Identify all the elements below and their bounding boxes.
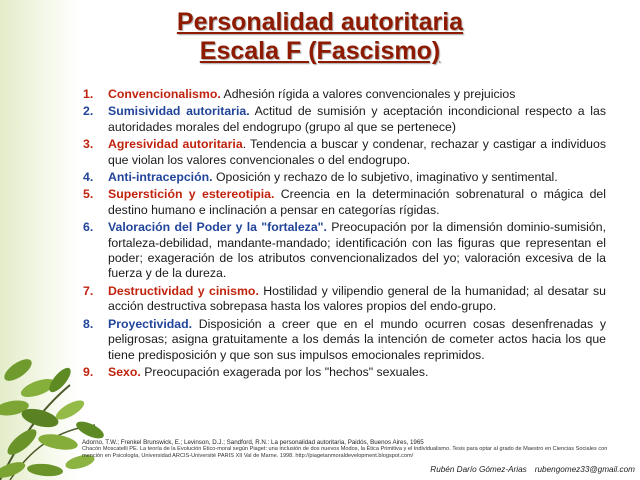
item-description: Adhesión rígida a valores convencionales y prejuicios [220, 87, 516, 101]
item-term: Convencionalismo. [108, 87, 221, 101]
item-term: Proyectividad. [108, 316, 193, 331]
list-item [83, 104, 606, 135]
item-term: Superstición y estereotipia. [108, 187, 275, 202]
item-term: Agresividad autoritaria [108, 137, 243, 152]
item-number: 9. [83, 364, 94, 379]
author-footer [395, 465, 635, 474]
item-number: 2. [83, 104, 94, 119]
item-description: Preocupación por la dimensión dominio-sumisión, fortaleza-debilidad, mandante-mandado; identificación con las figuras que representan el poder; exageración de los atributos convencionalizados del yo; valoración excesiva de la fuerza y de la dureza. [108, 220, 606, 281]
item-number: 5. [83, 187, 94, 202]
author-email: rubengomez33@gmail.com [534, 465, 635, 474]
item-number: 3. [83, 137, 94, 152]
reference-chacon: Chacón Moscatelli PE. La teoría de la Evolución Ético-moral según Piaget: una inclusión de dos nuevos Modos, la Ética Primitiva y el Individualismo. Tesis para optar al grado de Maestro en Ciencias Sociales con mención en Psicología, Universidad ARCIS-Université PARIS XII Val de Marne. 1998. http://piagetanmoraldevelopment.blogspot.com/ [82, 446, 608, 459]
title-line-1: Personalidad autoritaria [176, 8, 464, 36]
item-number: 1. [83, 87, 94, 101]
author-name: Rubén Darío Gómez-Arias [430, 465, 527, 474]
list-item [83, 137, 606, 168]
item-term: Anti-intracepción. [108, 170, 213, 185]
item-description: Creencia en la determinación sobrenatural o mágica del destino humano e inclinación a pensar en categorías rígidas. [108, 187, 607, 217]
list-item [83, 87, 606, 102]
list-item [83, 317, 606, 363]
item-description: Preocupación exagerada por los "hechos" sexuales. [140, 364, 429, 379]
item-description: Disposición a creer que en el mundo ocurren cosas desenfrenadas y peligrosas; asigna gratuitamente a los demás la intención de cometer actos hacia los que tiene predisposición y que son sus impulsos emocionales reprimidos. [108, 316, 606, 362]
item-description: Actitud de sumisión y aceptación incondicional respecto a las autoridades morales del endogrupo (grupo al que se pertenece) [108, 104, 607, 134]
item-number: 4. [83, 170, 94, 185]
list-item [83, 170, 606, 185]
item-term: Valoración del Poder y la "fortaleza". [108, 220, 327, 235]
reference-adorno: Adorno, T.W.; Frenkel Brunswick, E.; Levinson, D.J.; Sandford, R.N.: La personalidad autoritaria, Paidós, Buenos Aires, 1965 [82, 439, 424, 446]
item-term: Sexo. [108, 364, 141, 379]
references [82, 439, 612, 460]
list-item [83, 187, 606, 218]
item-description: Oposición y rechazo de lo subjetivo, imaginativo y sentimental. [212, 170, 558, 185]
item-term: Sumisividad autoritaria. [108, 104, 250, 119]
item-number: 8. [83, 316, 94, 331]
item-description: Hostilidad y vilipendio general de la humanidad; al desatar su acción destructiva sobrepasa hasta los valores propios del endo-grupo. [108, 283, 606, 314]
item-number: 6. [83, 220, 94, 235]
item-term: Destructividad y cinismo. [108, 283, 259, 298]
list-item [83, 365, 606, 380]
list-item [83, 284, 606, 315]
title-line-2: Escala F (Fascismo) [199, 37, 441, 65]
item-description: . Tendencia a buscar y condenar, rechazar y castigar a individuos que violan los valores convencionales o del endogrupo. [108, 137, 606, 167]
list-item [83, 220, 606, 282]
slide-title [80, 8, 560, 66]
traits-list [83, 87, 606, 382]
item-number: 7. [83, 283, 94, 298]
